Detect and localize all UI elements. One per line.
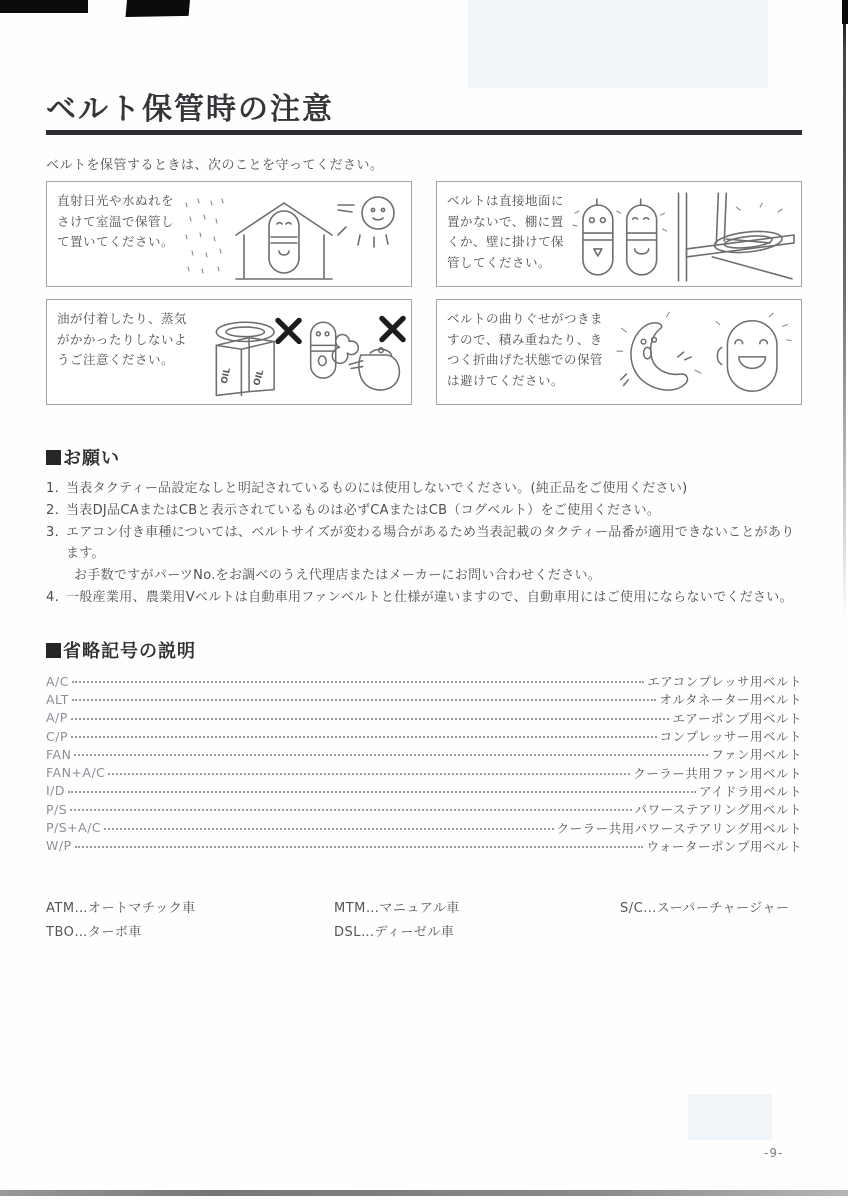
oil-cans-and-steam-kettle-crossed-illustration — [199, 309, 406, 401]
request-item — [46, 522, 802, 566]
belts-on-wall-and-shelf-illustration — [567, 191, 796, 283]
title-rule — [46, 130, 802, 135]
abbr-desc: エアーポンプ用ベルト — [672, 710, 802, 726]
request-section — [46, 444, 802, 609]
precaution-text: ベルトの曲りぐせがつきますので、積み重ねたり、きつく折曲げた状態での保管は避けてください。 — [447, 311, 604, 388]
dotted-leader — [104, 828, 553, 830]
scan-tint-top — [468, 0, 768, 88]
item-number: 1. — [46, 481, 60, 496]
dotted-leader — [72, 681, 644, 683]
vehicle-code: TBO…ターボ車 — [46, 925, 142, 940]
abbr-desc: ウォーターポンプ用ベルト — [646, 838, 802, 854]
request-list — [46, 478, 802, 609]
precaution-text: 油が付着したり、蒸気がかかったりしないようご注意ください。 — [57, 311, 188, 368]
scan-mark-top-left — [0, 0, 88, 13]
dotted-leader — [108, 773, 630, 775]
vehicle-code-legend — [46, 897, 802, 940]
abbreviation-section — [46, 637, 802, 855]
abbr-desc: コンプレッサー用ベルト — [659, 729, 802, 745]
vehicle-code: S/C…スーパーチャージャー — [620, 901, 790, 916]
abbr-desc: オルタネーター用ベルト — [659, 692, 802, 708]
dotted-leader — [74, 754, 708, 756]
scan-edge-right — [843, 0, 846, 620]
house-rain-sun-belt-illustration — [175, 191, 406, 283]
abbreviation-row — [46, 727, 802, 745]
abbr-key: C/P — [46, 728, 68, 744]
intro-text: ベルトを保管するときは、次のことを守ってください。 — [46, 158, 384, 173]
abbreviation-heading — [46, 637, 802, 663]
abbr-key: W/P — [46, 838, 72, 854]
abbr-key: P/S+A/C — [46, 820, 102, 836]
abbr-desc: パワーステアリング用ベルト — [634, 802, 802, 818]
precaution-text: ベルトは直接地面に置かないで、棚に置くか、壁に掛けて保管してください。 — [447, 193, 565, 270]
request-item-continuation: お手数ですがパーツNo.をお調べのうえ代理店またはメーカーにお問い合わせください。 — [74, 568, 602, 584]
dotted-leader — [75, 846, 644, 848]
black-square-icon — [46, 450, 61, 465]
svg-text:OIL: OIL — [252, 368, 267, 387]
abbreviation-row — [46, 818, 802, 836]
abbreviation-row — [46, 709, 802, 727]
abbr-key: A/P — [46, 710, 68, 726]
abbreviation-row — [46, 690, 802, 708]
precaution-box-shelf — [436, 181, 802, 287]
scan-edge-bottom — [0, 1190, 848, 1196]
dotted-leader — [72, 699, 657, 701]
item-number: 3. — [46, 524, 60, 540]
item-text: エアコン付き車種については、ベルトサイズが変わる場合があるため当表記載のタクティー品番が適用できないことがあります。 — [66, 524, 795, 562]
abbr-key: A/C — [46, 673, 69, 689]
item-text: 一般産業用、農業用Vベルトは自動車用ファンベルトと仕様が違いますので、自動車用にはご使用にならないでください。 — [66, 590, 793, 606]
page-title: ベルト保管時の注意 — [46, 92, 334, 127]
request-item — [46, 478, 802, 500]
item-number: 4. — [46, 590, 60, 606]
abbreviation-row — [46, 782, 802, 800]
scan-edge-right-cap — [842, 0, 848, 24]
abbreviation-list — [46, 672, 802, 855]
vehicle-code-empty-cell — [620, 921, 802, 940]
abbr-desc: クーラー共用パワーステアリング用ベルト — [556, 820, 802, 836]
abbr-key: ALT — [46, 691, 69, 707]
abbreviation-row — [46, 745, 802, 763]
page-number: -9- — [764, 1146, 784, 1160]
precaution-box-bending — [436, 299, 802, 405]
abbr-desc: エアコンプレッサ用ベルト — [647, 674, 802, 690]
abbr-desc: クーラー共用ファン用ベルト — [633, 765, 802, 781]
request-heading — [46, 444, 802, 470]
abbr-key: FAN+A/C — [46, 765, 106, 781]
dotted-leader — [70, 809, 631, 811]
vehicle-code: ATM…オートマチック車 — [46, 901, 196, 916]
scan-tint-bottom-right — [688, 1094, 772, 1140]
svg-text:OIL: OIL — [219, 366, 233, 385]
precaution-box-oil-steam — [46, 299, 412, 405]
abbreviation-row — [46, 800, 802, 818]
abbreviation-row — [46, 837, 802, 855]
precaution-box-sunlight — [46, 181, 412, 287]
abbreviation-row — [46, 763, 802, 781]
abbreviation-row — [46, 672, 802, 690]
dotted-leader — [71, 718, 670, 720]
item-text: 当表DJ品CAまたはCBと表示されているものは必ずCAまたはCB（コグベルト）をご使用ください。 — [66, 502, 661, 518]
precaution-boxes — [46, 181, 802, 405]
request-item — [46, 587, 802, 609]
vehicle-code: MTM…マニュアル車 — [334, 901, 460, 916]
scan-mark-top-left-2 — [126, 0, 191, 17]
item-number: 2. — [46, 502, 60, 518]
request-heading-label: お願い — [63, 448, 120, 469]
abbreviation-heading-label: 省略記号の説明 — [63, 641, 196, 662]
abbr-desc: アイドラ用ベルト — [699, 783, 802, 799]
bent-sad-belt-and-straight-happy-belt-illustration — [615, 309, 796, 401]
precaution-text: 直射日光や水ぬれをさけて室温で保管して置いてください。 — [57, 193, 175, 250]
abbr-key: I/D — [46, 783, 66, 799]
dotted-leader — [71, 736, 657, 738]
abbr-key: P/S — [46, 801, 68, 817]
dotted-leader — [68, 791, 696, 793]
black-square-icon — [46, 643, 61, 658]
vehicle-code: DSL…ディーゼル車 — [334, 925, 455, 940]
abbr-desc: ファン用ベルト — [711, 747, 802, 763]
item-text: 当表タクティー品設定なしと明記されているものには使用しないでください。(純正品をご使用ください) — [66, 481, 688, 496]
abbr-key: FAN — [46, 746, 72, 762]
request-item — [46, 500, 802, 522]
